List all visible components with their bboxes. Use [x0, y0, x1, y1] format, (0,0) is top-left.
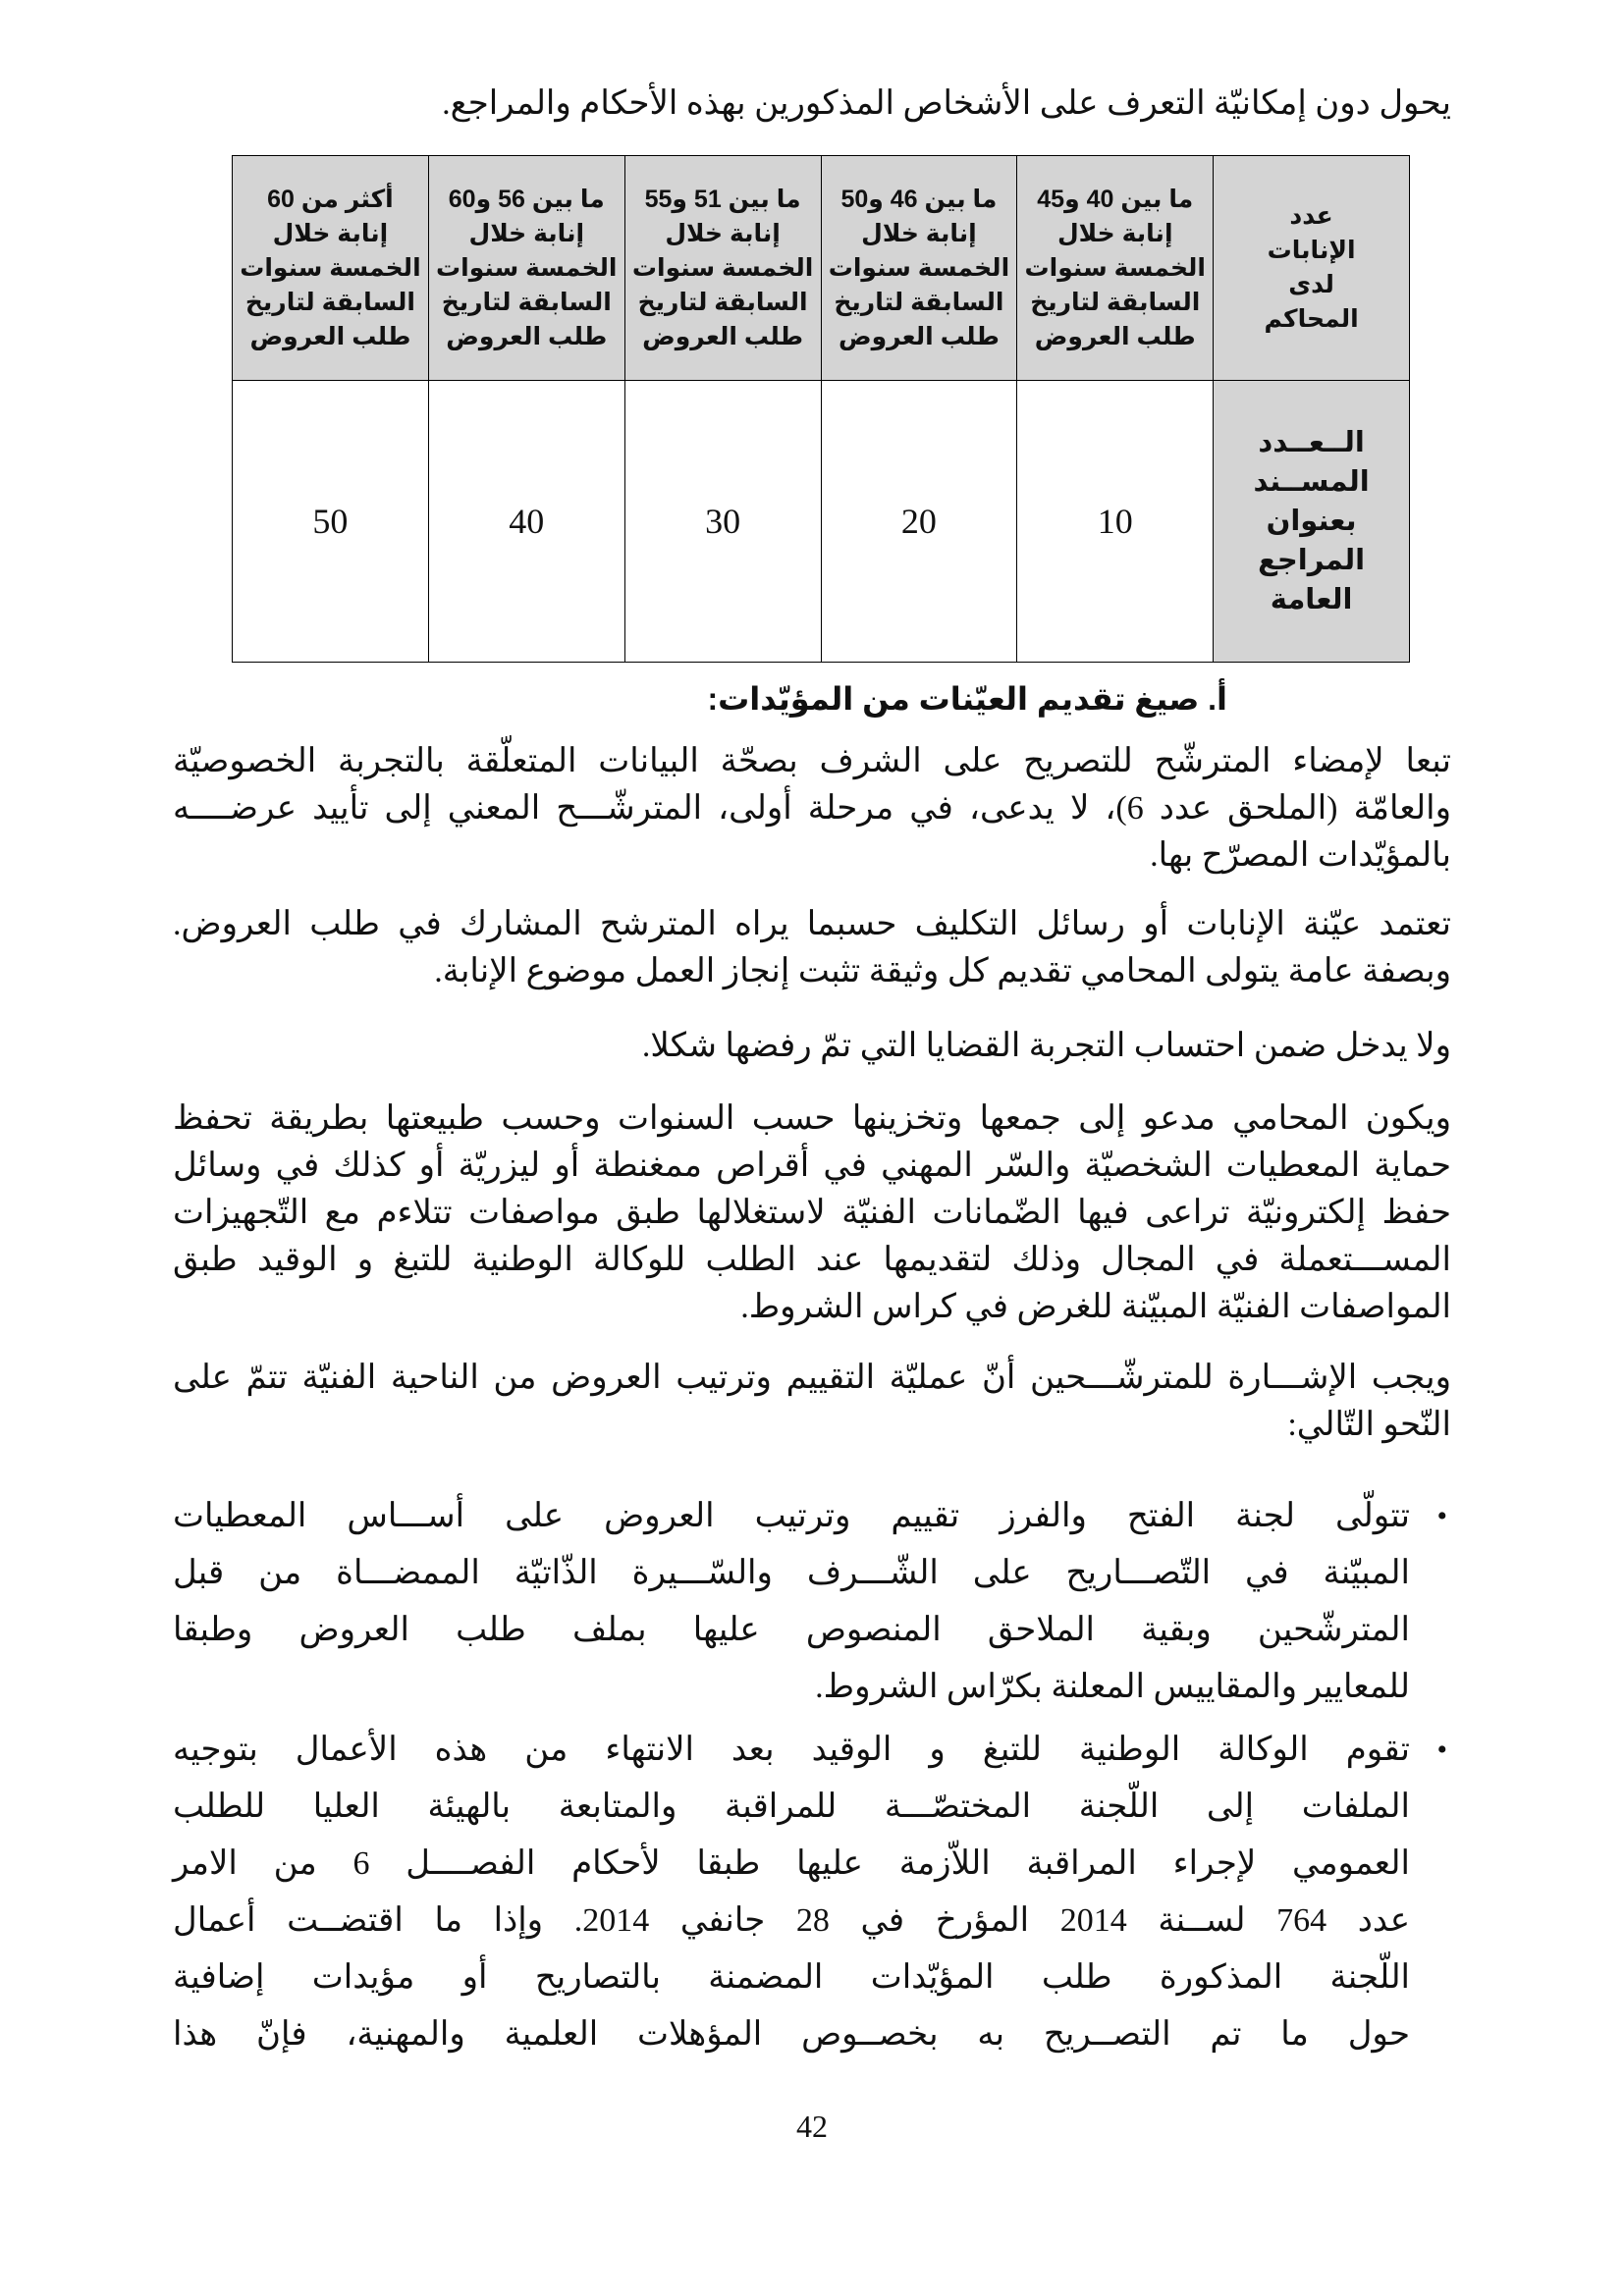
section-title: أ. صيغ تقديم العيّنات من المؤيّدات:: [707, 681, 1227, 717]
list-item: • تتولّى لجنة الفتح والفرز تقييم وترتيب العروض على أســـاس المعطيات المبيّنة في التّصـــاريح على الشّـــرف والسّـــيرة الذّاتيّة الممضـــاة من قبل المترشّحين وبقية الملاحق المنصوص عليها بملف طلب العروض وطبقا للمعايير والمقاييس المعلنة بكرّاس الشروط.: [173, 1488, 1451, 1716]
table-cell: 40: [428, 381, 624, 663]
table-header-cell: ما بين 46 و50 إنابة خلال الخمسة سنوات السابقة لتاريخ طلب العروض: [821, 156, 1017, 381]
table-header-row: [233, 156, 1410, 381]
page-number: 42: [796, 2109, 828, 2144]
bullet-icon: •: [1436, 1734, 1447, 1766]
table-cell: 30: [624, 381, 821, 663]
table-header-cell: أكثر من 60 إنابة خلال الخمسة سنوات السابقة لتاريخ طلب العروض: [233, 156, 429, 381]
table-cell: 10: [1017, 381, 1214, 663]
paragraph: تعتمد عيّنة الإنابات أو رسائل التكليف حسبما يراه المترشح المشارك في طلب العروض. وبصفة عامة يتولى المحامي تقديم كل وثيقة تثبت إنجاز العمل موضوع الإنابة.: [173, 906, 1451, 989]
paragraph: ويجب الإشـــارة للمترشّـــحين أنّ عمليّة التقييم وترتيب العروض من الناحية الفنيّة تتمّ على النّحو التّالي:: [173, 1360, 1451, 1443]
table-header-cell: ما بين 40 و45 إنابة خلال الخمسة سنوات السابقة لتاريخ طلب العروض: [1017, 156, 1214, 381]
paragraph: ولا يدخل ضمن احتساب التجربة القضايا التي تمّ رفضها شكلا.: [641, 1028, 1451, 1064]
paragraph: تبعا لإمضاء المترشّح للتصريح على الشرف بصحّة البيانات المتعلّقة بالتجربة الخصوصيّة والعامّة (الملحق عدد 6)، لا يدعى، في مرحلة أولى، المترشّـــح المعني إلى تأييد عرضــــه بالمؤيّدات المصرّح بها.: [173, 743, 1451, 874]
table-cell: 20: [821, 381, 1017, 663]
table-header-cell: ما بين 56 و60 إنابة خلال الخمسة سنوات السابقة لتاريخ طلب العروض: [428, 156, 624, 381]
paragraph: ويكون المحامي مدعو إلى جمعها وتخزينها حسب السنوات وحسب طبيعتها بطريقة تحفظ حماية المعطيات الشخصيّة والسّر المهني في أقراص ممغنطة أو ليزريّة أو كذلك في وسائل حفظ إلكترونيّة تراعى فيها الضّمانات الفنيّة لاستغلالها طبق مواصفات تتلاءم مع التّجهيزات المســـتعملة في المجال وذلك لتقديمها عند الطلب للوكالة الوطنية للتبغ و الوقيد طبق المواصفات الفنيّة المبيّنة للغرض في كراس الشروط.: [173, 1100, 1451, 1325]
intro-line: يحول دون إمكانيّة التعرف على الأشخاص المذكورين بهذه الأحكام والمراجع.: [442, 85, 1451, 122]
lawyer-mandates-table: [232, 155, 1410, 663]
table-row: [233, 381, 1410, 663]
list-item: • تقوم الوكالة الوطنية للتبغ و الوقيد بعد الانتهاء من هذه الأعمال بتوجيه الملفات إلى اللّجنة المختصّـــة للمراقبة والمتابعة بالهيئة العليا للطلب العمومي لإجراء المراقبة اللاّزمة عليها طبقا لأحكام الفصــــل 6 من الامر عدد 764 لســنة 2014 المؤرخ في 28 جانفي 2014. وإذا ما اقتضــت أعمال اللّجنة المذكورة طلب المؤيّدات المضمنة بالتصاريح أو مؤيدات إضافية حول ما تم التصــريح به بخصــوص المؤهلات العلمية والمهنية، فإنّ هذا: [173, 1722, 1451, 2063]
bullet-icon: •: [1436, 1500, 1447, 1532]
bullet-list: [173, 1488, 1451, 2069]
table-corner-header: عدد الإنابات لدى المحاكم: [1214, 156, 1410, 381]
table-row-label: الــعــدد المســند بعنوان المراجع العامة: [1214, 381, 1410, 663]
table-header-cell: ما بين 51 و55 إنابة خلال الخمسة سنوات السابقة لتاريخ طلب العروض: [624, 156, 821, 381]
table-cell: 50: [233, 381, 429, 663]
